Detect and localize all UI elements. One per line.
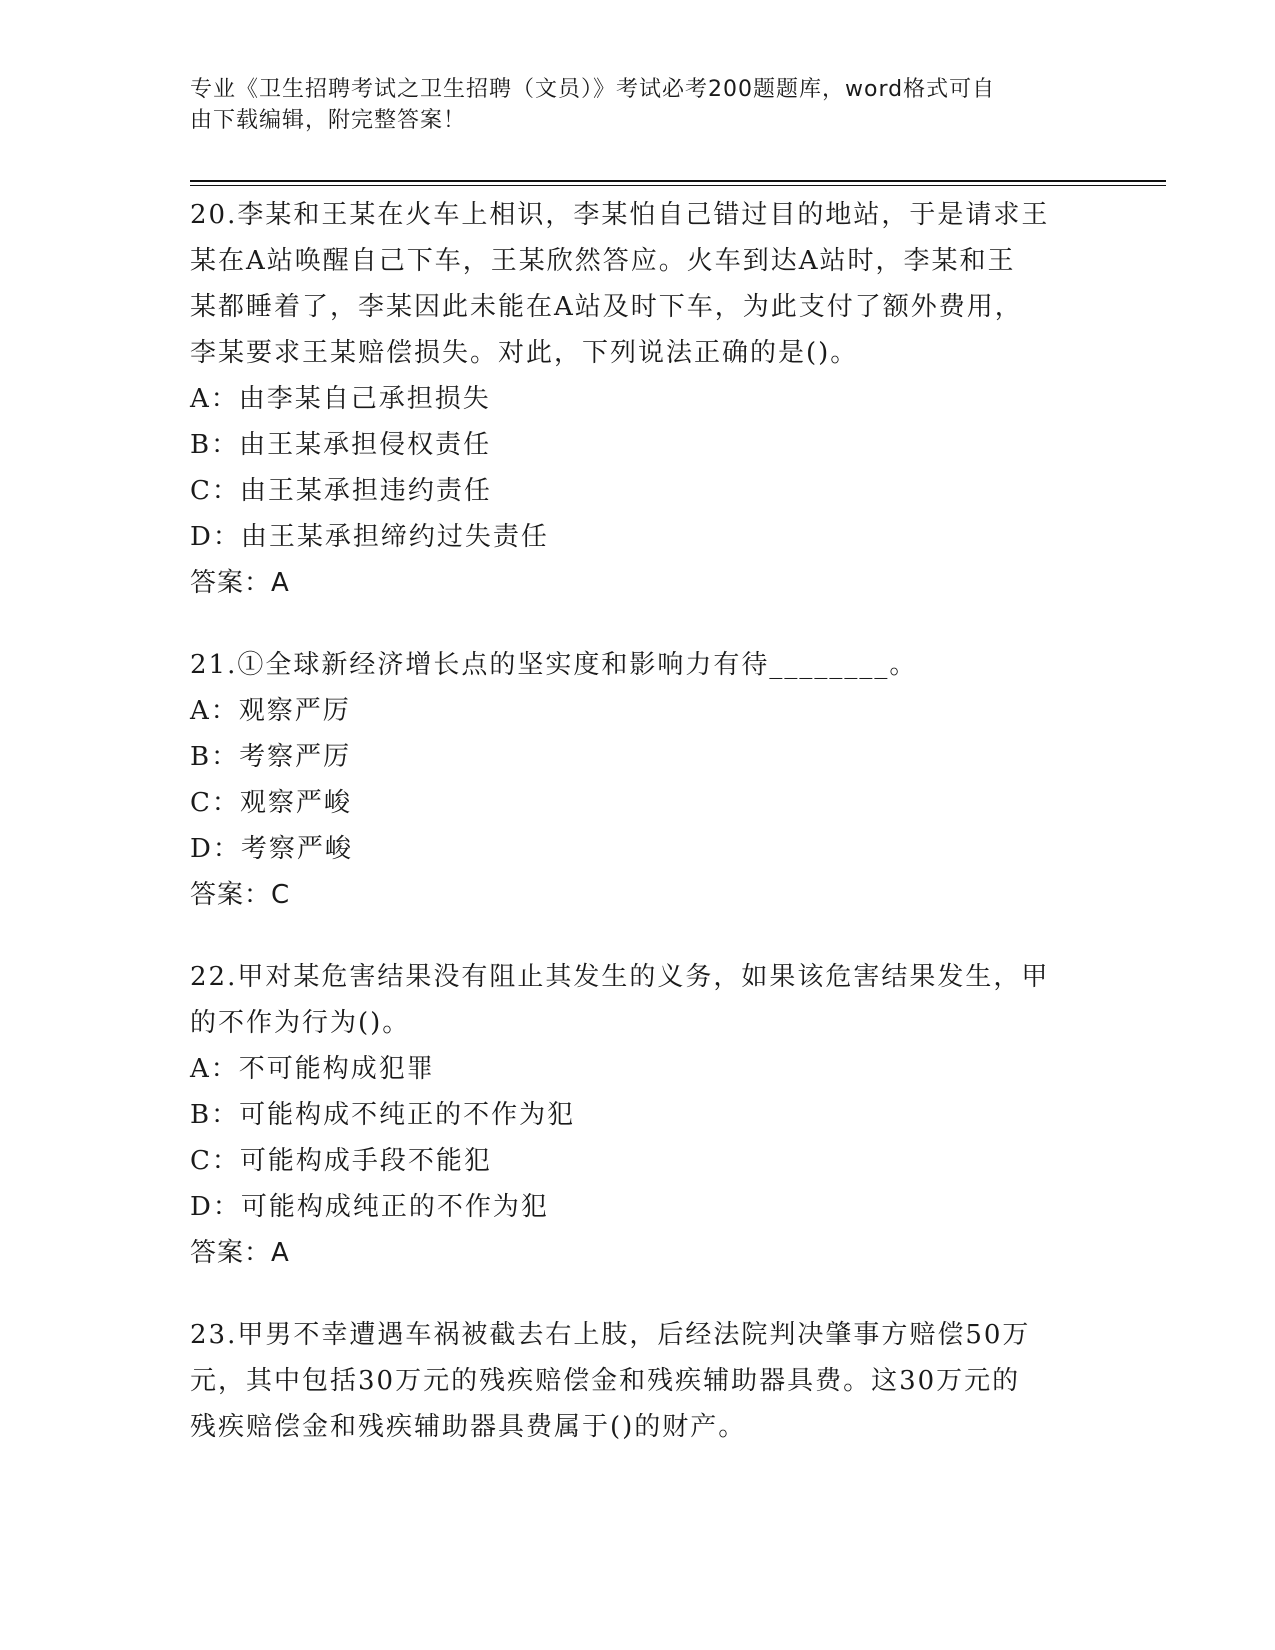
question-text-line: 某在A站唤醒自己下车，王某欣然答应。火车到达A站时，李某和王 (190, 246, 1016, 276)
question-21 (190, 642, 1090, 918)
question-text-line: 23.甲男不幸遭遇车祸被截去右上肢，后经法院判决肇事方赔偿50万 (190, 1320, 1031, 1350)
option-c: C：可能构成手段不能犯 (190, 1146, 492, 1176)
question-22 (190, 954, 1090, 1276)
question-list (190, 192, 1090, 1486)
question-text-line: 21.①全球新经济增长点的坚实度和影响力有待________。 (190, 650, 918, 680)
question-text-line: 22.甲对某危害结果没有阻止其发生的义务，如果该危害结果发生，甲 (190, 962, 1050, 992)
question-text-line: 某都睡着了，李某因此未能在A站及时下车，为此支付了额外费用， (190, 292, 1023, 322)
option-d: D：考察严峻 (190, 834, 353, 864)
header-divider-thick (190, 180, 1166, 182)
question-20 (190, 192, 1090, 606)
header-line-1: 专业《卫生招聘考试之卫生招聘（文员）》考试必考200题题库，word格式可自 (190, 77, 996, 102)
question-text-line: 的不作为行为()。 (190, 1008, 411, 1038)
option-b: B：由王某承担侵权责任 (190, 430, 492, 460)
option-a: A：不可能构成犯罪 (190, 1054, 435, 1084)
option-a: A：由李某自己承担损失 (190, 384, 491, 414)
question-text-line: 残疾赔偿金和残疾辅助器具费属于()的财产。 (190, 1412, 747, 1442)
answer-line: 答案：A (190, 568, 290, 598)
header-line-2: 由下载编辑，附完整答案！ (190, 108, 467, 133)
answer-line: 答案：C (190, 880, 291, 910)
header-divider-thin (190, 185, 1166, 186)
answer-line: 答案：A (190, 1238, 290, 1268)
option-a: A：观察严厉 (190, 696, 351, 726)
option-d: D：可能构成纯正的不作为犯 (190, 1192, 549, 1222)
question-text-line: 20.李某和王某在火车上相识，李某怕自己错过目的地站，于是请求王 (190, 200, 1050, 230)
option-b: B：可能构成不纯正的不作为犯 (190, 1100, 576, 1130)
document-header (190, 74, 1090, 136)
option-b: B：考察严厉 (190, 742, 352, 772)
question-text-line: 李某要求王某赔偿损失。对此，下列说法正确的是()。 (190, 338, 859, 368)
option-d: D：由王某承担缔约过失责任 (190, 522, 549, 552)
question-text-line: 元，其中包括30万元的残疾赔偿金和残疾辅助器具费。这30万元的 (190, 1366, 1021, 1396)
question-23 (190, 1312, 1090, 1450)
option-c: C：由王某承担违约责任 (190, 476, 492, 506)
option-c: C：观察严峻 (190, 788, 352, 818)
